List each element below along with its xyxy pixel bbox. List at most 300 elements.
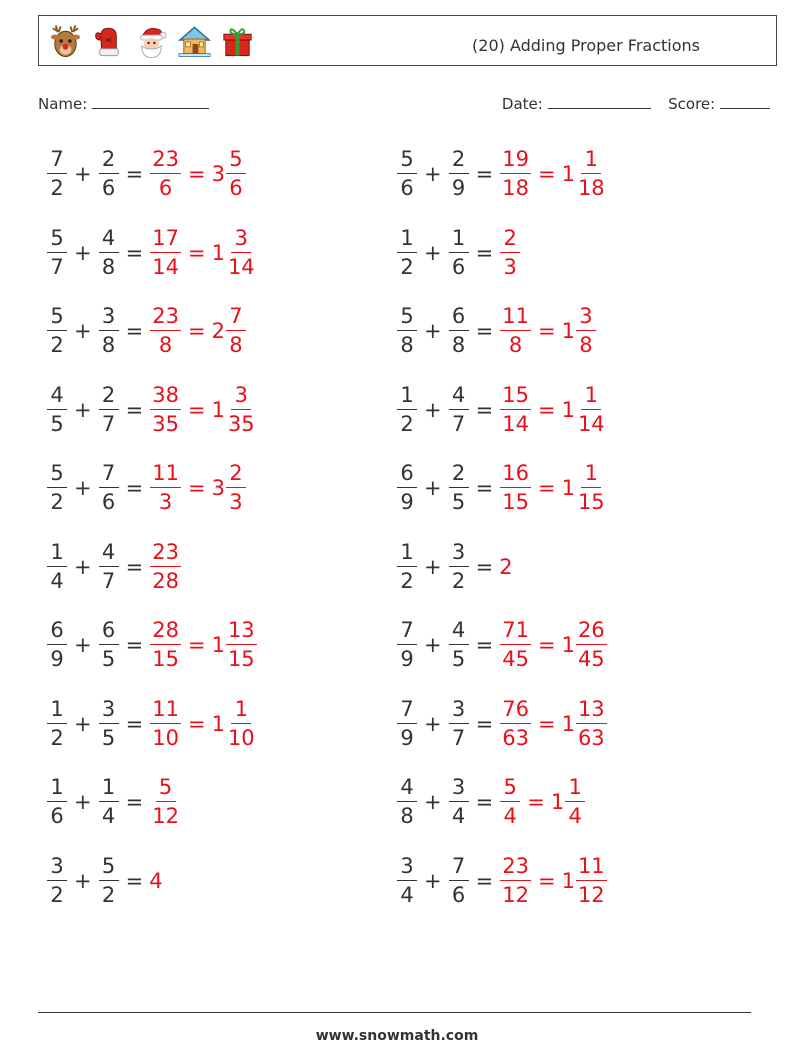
addend-fraction-denominator: 9: [400, 647, 414, 671]
answer-improper-fraction-denominator: 12: [502, 882, 529, 907]
addend-fraction-denominator: 2: [50, 882, 64, 907]
answer-improper-fraction-denominator: 8: [508, 333, 523, 357]
addend-fraction-denominator: 4: [50, 568, 64, 593]
addend-fraction-numerator: 4: [99, 228, 119, 253]
addend-fraction: [47, 777, 67, 827]
addend-fraction-numerator: 3: [449, 777, 469, 802]
answer-improper-fraction-denominator: 45: [502, 647, 529, 671]
addend-fraction-denominator: 6: [451, 882, 466, 907]
addend-fraction-numerator: 5: [397, 306, 417, 331]
addend-fraction: [99, 149, 119, 199]
addend-fraction: [47, 382, 67, 436]
addend-fraction: [47, 225, 67, 279]
addend-fraction-numerator: 1: [47, 777, 67, 802]
answer-mixed-fraction-numerator: 3: [231, 228, 251, 253]
answer-whole: 2: [499, 554, 513, 579]
plus-sign: +: [424, 633, 442, 657]
answer-mixed-fraction: [226, 463, 246, 513]
addend-fraction-denominator: 7: [101, 411, 116, 436]
answer-improper-fraction-denominator: 35: [152, 411, 179, 436]
problem-row: [46, 768, 182, 836]
addend-fraction-denominator: 8: [400, 804, 414, 828]
answer-whole-part: 1: [211, 633, 225, 657]
addend-fraction: [449, 382, 469, 436]
answer-improper-fraction: [150, 696, 181, 750]
name-field: [38, 94, 209, 113]
answer-mixed-fraction: [226, 306, 246, 356]
answer-whole-part: 1: [561, 711, 575, 736]
answer-improper-fraction-denominator: 6: [158, 176, 173, 200]
problem-row: [396, 611, 608, 679]
problem-row: [396, 140, 608, 208]
answer-improper-fraction: [150, 620, 181, 670]
answer-improper-fraction-denominator: 3: [158, 490, 173, 514]
addend-fraction-numerator: 1: [449, 228, 469, 253]
plus-sign: +: [424, 319, 442, 343]
answer-improper-fraction: [500, 149, 531, 199]
addend-fraction-numerator: 7: [47, 149, 67, 174]
addend-fraction-numerator: 2: [449, 463, 469, 488]
answer-equals-sign: =: [527, 790, 545, 814]
problem-row: [46, 454, 247, 522]
addend-fraction-numerator: 1: [397, 542, 417, 567]
answer-improper-fraction-numerator: 11: [150, 463, 181, 488]
answer-improper-fraction-numerator: 5: [156, 777, 176, 802]
answer-improper-fraction: [150, 463, 181, 513]
plus-sign: +: [74, 397, 92, 422]
answer-whole-part: 2: [211, 319, 225, 343]
addend-fraction-denominator: 2: [50, 490, 64, 514]
equals-sign: =: [125, 319, 144, 343]
footer-url: www.snowmath.com: [315, 1028, 479, 1044]
plus-sign: +: [424, 476, 442, 500]
answer-improper-fraction-numerator: 2: [500, 228, 520, 253]
addend-fraction: [99, 539, 119, 593]
addend-fraction: [449, 225, 469, 279]
plus-sign: +: [424, 240, 442, 265]
addend-fraction-denominator: 2: [50, 176, 64, 200]
addend-fraction-numerator: 4: [99, 542, 119, 567]
addend-fraction: [99, 696, 119, 750]
addend-fraction: [47, 149, 67, 199]
equals-sign: =: [125, 868, 144, 893]
answer-mixed-fraction-denominator: 14: [577, 411, 605, 436]
problem-row: [46, 297, 247, 365]
addend-fraction-numerator: 6: [397, 463, 417, 488]
answer-mixed-fraction-numerator: 11: [576, 856, 607, 881]
answer-mixed-fraction-denominator: 63: [577, 725, 605, 750]
answer-mixed-fraction: [565, 777, 585, 827]
answer-improper-fraction-numerator: 23: [150, 149, 181, 174]
answer-equals-sign: =: [537, 397, 556, 422]
problem-row: [396, 690, 608, 758]
answer-mixed-fraction: [226, 696, 257, 750]
addend-fraction: [99, 382, 119, 436]
answer-equals-sign: =: [187, 240, 206, 265]
answer-whole-part: 3: [211, 162, 225, 186]
answer-mixed-fraction-denominator: 8: [579, 333, 593, 357]
addend-fraction-denominator: 2: [50, 725, 64, 750]
answer-mixed-fraction: [576, 696, 607, 750]
answer-improper-fraction: [150, 382, 181, 436]
addend-fraction-numerator: 4: [47, 385, 67, 410]
answer-equals-sign: =: [187, 633, 206, 657]
addend-fraction-denominator: 4: [400, 882, 414, 907]
equals-sign: =: [475, 162, 494, 186]
problem-row: [396, 533, 513, 601]
equals-sign: =: [475, 397, 494, 422]
addend-fraction-denominator: 5: [451, 490, 466, 514]
addend-fraction-numerator: 1: [99, 777, 119, 802]
addend-fraction-denominator: 2: [50, 333, 64, 357]
answer-mixed-fraction-numerator: 26: [576, 620, 607, 645]
answer-improper-fraction-denominator: 8: [158, 333, 173, 357]
plus-sign: +: [74, 240, 92, 265]
addend-fraction-numerator: 5: [47, 463, 67, 488]
answer-mixed-fraction-denominator: 4: [568, 804, 582, 828]
addend-fraction-numerator: 2: [99, 385, 119, 410]
answer-mixed-fraction: [576, 306, 596, 356]
answer-mixed-fraction-numerator: 7: [226, 306, 246, 331]
addend-fraction-denominator: 8: [101, 333, 116, 357]
answer-whole-part: 1: [211, 240, 225, 265]
score-label: Score:: [668, 95, 716, 113]
answer-improper-fraction-numerator: 71: [500, 620, 531, 645]
name-label: Name:: [38, 95, 88, 113]
addend-fraction-numerator: 5: [99, 856, 119, 881]
addend-fraction-numerator: 3: [449, 542, 469, 567]
problem-row: [46, 219, 258, 287]
answer-mixed-fraction-numerator: 1: [565, 777, 585, 802]
addend-fraction: [397, 149, 417, 199]
equals-sign: =: [125, 633, 144, 657]
answer-improper-fraction-numerator: 76: [500, 699, 531, 724]
addend-fraction: [47, 463, 67, 513]
plus-sign: +: [74, 790, 92, 814]
reindeer-icon: [47, 22, 84, 60]
addend-fraction-numerator: 3: [99, 306, 119, 331]
plus-sign: +: [424, 868, 442, 893]
addend-fraction-numerator: 4: [449, 620, 469, 645]
answer-mixed-fraction: [576, 382, 607, 436]
addend-fraction: [449, 777, 469, 827]
addend-fraction-denominator: 9: [50, 647, 64, 671]
answer-mixed-fraction-denominator: 3: [229, 490, 243, 514]
addend-fraction: [449, 539, 469, 593]
answer-mixed-fraction-numerator: 1: [581, 149, 601, 174]
answer-mixed-fraction-numerator: 1: [581, 463, 601, 488]
answer-equals-sign: =: [537, 633, 556, 657]
addend-fraction-denominator: 5: [101, 725, 116, 750]
addend-fraction-numerator: 3: [397, 856, 417, 881]
answer-mixed-fraction-numerator: 13: [576, 699, 607, 724]
plus-sign: +: [424, 711, 442, 736]
answer-improper-fraction-denominator: 63: [502, 725, 529, 750]
answer-improper-fraction-denominator: 15: [502, 490, 529, 514]
answer-mixed-fraction-numerator: 3: [576, 306, 596, 331]
plus-sign: +: [74, 633, 92, 657]
answer-mixed-fraction-numerator: 2: [226, 463, 246, 488]
answer-mixed-fraction-denominator: 15: [577, 490, 605, 514]
addend-fraction: [47, 620, 67, 670]
answer-improper-fraction-numerator: 5: [500, 777, 520, 802]
answer-mixed-fraction: [576, 620, 607, 670]
addend-fraction-denominator: 5: [101, 647, 116, 671]
answer-mixed-fraction-denominator: 18: [577, 176, 605, 200]
equals-sign: =: [125, 162, 144, 186]
addend-fraction-numerator: 3: [47, 856, 67, 881]
answer-whole-part: 1: [561, 162, 575, 186]
answer-equals-sign: =: [537, 711, 556, 736]
answer-improper-fraction-denominator: 3: [503, 254, 517, 279]
plus-sign: +: [424, 162, 442, 186]
answer-improper-fraction: [150, 539, 181, 593]
equals-sign: =: [125, 790, 144, 814]
plus-sign: +: [74, 554, 92, 579]
answer-mixed-fraction-numerator: 1: [581, 385, 601, 410]
answer-improper-fraction-denominator: 10: [152, 725, 179, 750]
addend-fraction: [47, 539, 67, 593]
answer-mixed-fraction-numerator: 1: [231, 699, 251, 724]
addend-fraction: [397, 382, 417, 436]
answer-whole-part: 1: [561, 397, 575, 422]
addend-fraction: [397, 306, 417, 356]
answer-improper-fraction-numerator: 23: [500, 856, 531, 881]
answer-improper-fraction: [500, 306, 531, 356]
addend-fraction-denominator: 2: [400, 568, 414, 593]
problem-row: [46, 847, 163, 915]
equals-sign: =: [475, 319, 494, 343]
answer-mixed-fraction: [226, 382, 257, 436]
addend-fraction-denominator: 7: [50, 254, 64, 279]
answer-improper-fraction-numerator: 19: [500, 149, 531, 174]
answer-improper-fraction-denominator: 14: [152, 254, 179, 279]
answer-improper-fraction-denominator: 28: [152, 568, 179, 593]
answer-improper-fraction: [500, 696, 531, 750]
equals-sign: =: [475, 554, 494, 579]
answer-mixed-fraction-numerator: 3: [231, 385, 251, 410]
plus-sign: +: [74, 319, 92, 343]
answer-mixed-fraction-numerator: 13: [226, 620, 257, 645]
addend-fraction: [397, 463, 417, 513]
answer-equals-sign: =: [187, 711, 206, 736]
addend-fraction: [47, 853, 67, 907]
answer-improper-fraction: [500, 620, 531, 670]
addend-fraction-denominator: 2: [400, 254, 414, 279]
addend-fraction-denominator: 6: [400, 176, 414, 200]
addend-fraction: [99, 853, 119, 907]
addend-fraction-numerator: 5: [397, 149, 417, 174]
addend-fraction-denominator: 8: [400, 333, 414, 357]
plus-sign: +: [74, 868, 92, 893]
answer-mixed-fraction-denominator: 8: [229, 333, 243, 357]
addend-fraction-numerator: 6: [99, 620, 119, 645]
addend-fraction-denominator: 6: [451, 254, 466, 279]
addend-fraction: [449, 463, 469, 513]
addend-fraction-numerator: 4: [449, 385, 469, 410]
addend-fraction: [397, 620, 417, 670]
addend-fraction: [99, 225, 119, 279]
addend-fraction: [449, 696, 469, 750]
answer-mixed-fraction-denominator: 6: [229, 176, 243, 200]
problem-row: [396, 219, 521, 287]
addend-fraction-denominator: 6: [101, 490, 116, 514]
equals-sign: =: [475, 868, 494, 893]
answer-whole-part: 1: [561, 476, 575, 500]
addend-fraction-denominator: 9: [451, 176, 466, 200]
addend-fraction-denominator: 5: [451, 647, 466, 671]
answer-improper-fraction: [150, 306, 181, 356]
addend-fraction-numerator: 2: [449, 149, 469, 174]
equals-sign: =: [125, 397, 144, 422]
answer-whole-part: 1: [561, 633, 575, 657]
addend-fraction-denominator: 4: [451, 804, 466, 828]
answer-mixed-fraction: [576, 149, 607, 199]
answer-improper-fraction-numerator: 23: [150, 306, 181, 331]
answer-mixed-fraction-denominator: 15: [227, 647, 255, 671]
addend-fraction-numerator: 7: [397, 699, 417, 724]
equals-sign: =: [475, 790, 494, 814]
addend-fraction-numerator: 7: [449, 856, 469, 881]
addend-fraction-numerator: 2: [99, 149, 119, 174]
addend-fraction-numerator: 1: [47, 542, 67, 567]
addend-fraction: [99, 306, 119, 356]
equals-sign: =: [475, 633, 494, 657]
equals-sign: =: [475, 240, 494, 265]
answer-equals-sign: =: [537, 319, 556, 343]
answer-mixed-fraction-denominator: 12: [577, 882, 605, 907]
addend-fraction: [449, 149, 469, 199]
answer-equals-sign: =: [537, 162, 556, 186]
addend-fraction: [397, 696, 417, 750]
answer-whole-part: 1: [211, 397, 225, 422]
answer-improper-fraction-denominator: 14: [502, 411, 529, 436]
problem-row: [396, 454, 608, 522]
addend-fraction-denominator: 2: [101, 882, 116, 907]
answer-mixed-fraction-numerator: 5: [226, 149, 246, 174]
addend-fraction-numerator: 5: [47, 228, 67, 253]
addend-fraction-denominator: 7: [451, 411, 466, 436]
addend-fraction-denominator: 6: [101, 176, 116, 200]
addend-fraction-numerator: 1: [397, 228, 417, 253]
addend-fraction-numerator: 3: [449, 699, 469, 724]
answer-equals-sign: =: [537, 868, 556, 893]
addend-fraction-denominator: 8: [101, 254, 116, 279]
plus-sign: +: [424, 554, 442, 579]
answer-equals-sign: =: [187, 319, 206, 343]
problem-row: [396, 768, 586, 836]
header-icons: [47, 22, 256, 60]
house-icon: [176, 22, 213, 60]
problem-row: [46, 140, 247, 208]
answer-improper-fraction-numerator: 16: [500, 463, 531, 488]
problem-row: [46, 611, 258, 679]
addend-fraction-numerator: 5: [47, 306, 67, 331]
answer-equals-sign: =: [187, 476, 206, 500]
addend-fraction: [397, 853, 417, 907]
answer-mixed-fraction: [576, 853, 607, 907]
name-blank[interactable]: [92, 94, 209, 109]
addend-fraction: [449, 620, 469, 670]
addend-fraction-denominator: 7: [101, 568, 116, 593]
answer-whole-part: 1: [211, 711, 225, 736]
mitten-icon: [90, 22, 127, 60]
addend-fraction-numerator: 3: [99, 699, 119, 724]
addend-fraction-numerator: 1: [47, 699, 67, 724]
answer-whole: 4: [149, 868, 163, 893]
answer-whole-part: 1: [550, 790, 565, 814]
equals-sign: =: [475, 711, 494, 736]
plus-sign: +: [74, 711, 92, 736]
addend-fraction: [99, 620, 119, 670]
answer-improper-fraction-denominator: 18: [502, 176, 529, 200]
answer-whole-part: 1: [561, 319, 575, 343]
answer-improper-fraction-numerator: 15: [500, 385, 531, 410]
addend-fraction: [99, 463, 119, 513]
addend-fraction: [47, 306, 67, 356]
addend-fraction-numerator: 6: [449, 306, 469, 331]
answer-mixed-fraction-denominator: 45: [577, 647, 605, 671]
answer-improper-fraction-denominator: 4: [503, 804, 517, 828]
problem-row: [46, 690, 258, 758]
addend-fraction-numerator: 7: [99, 463, 119, 488]
answer-whole-part: 3: [211, 476, 225, 500]
addend-fraction-numerator: 7: [397, 620, 417, 645]
answer-improper-fraction: [150, 149, 181, 199]
santa-icon: [133, 22, 170, 60]
plus-sign: +: [424, 790, 442, 814]
answer-improper-fraction-numerator: 11: [500, 306, 531, 331]
addend-fraction: [47, 696, 67, 750]
addend-fraction-denominator: 8: [451, 333, 466, 357]
addend-fraction: [449, 853, 469, 907]
problem-row: [396, 376, 608, 444]
date-label: Date:: [501, 95, 543, 113]
addend-fraction-denominator: 9: [400, 725, 414, 750]
answer-whole-part: 1: [561, 868, 575, 893]
addend-fraction-numerator: 6: [47, 620, 67, 645]
answer-improper-fraction: [150, 225, 181, 279]
gift-icon: [219, 22, 256, 60]
score-blank[interactable]: [720, 94, 770, 109]
plus-sign: +: [74, 162, 92, 186]
answer-improper-fraction: [500, 382, 531, 436]
answer-improper-fraction: [500, 777, 520, 827]
answer-equals-sign: =: [537, 476, 556, 500]
date-score-fields: [502, 94, 770, 113]
answer-equals-sign: =: [187, 162, 206, 186]
addend-fraction: [397, 539, 417, 593]
answer-improper-fraction: [500, 853, 531, 907]
answer-improper-fraction: [500, 463, 531, 513]
answer-mixed-fraction-denominator: 35: [227, 411, 255, 436]
date-blank[interactable]: [548, 94, 651, 109]
answer-improper-fraction-numerator: 17: [150, 228, 181, 253]
addend-fraction-denominator: 5: [50, 411, 64, 436]
answer-equals-sign: =: [187, 397, 206, 422]
addend-fraction: [449, 306, 469, 356]
addend-fraction-denominator: 9: [400, 490, 414, 514]
answer-mixed-fraction: [226, 225, 257, 279]
addend-fraction-numerator: 4: [397, 777, 417, 802]
answer-improper-fraction: [150, 777, 181, 827]
equals-sign: =: [125, 711, 144, 736]
answer-mixed-fraction-denominator: 10: [227, 725, 255, 750]
answer-mixed-fraction-denominator: 14: [227, 254, 255, 279]
addend-fraction-denominator: 2: [451, 568, 466, 593]
equals-sign: =: [125, 554, 144, 579]
problem-row: [396, 297, 597, 365]
